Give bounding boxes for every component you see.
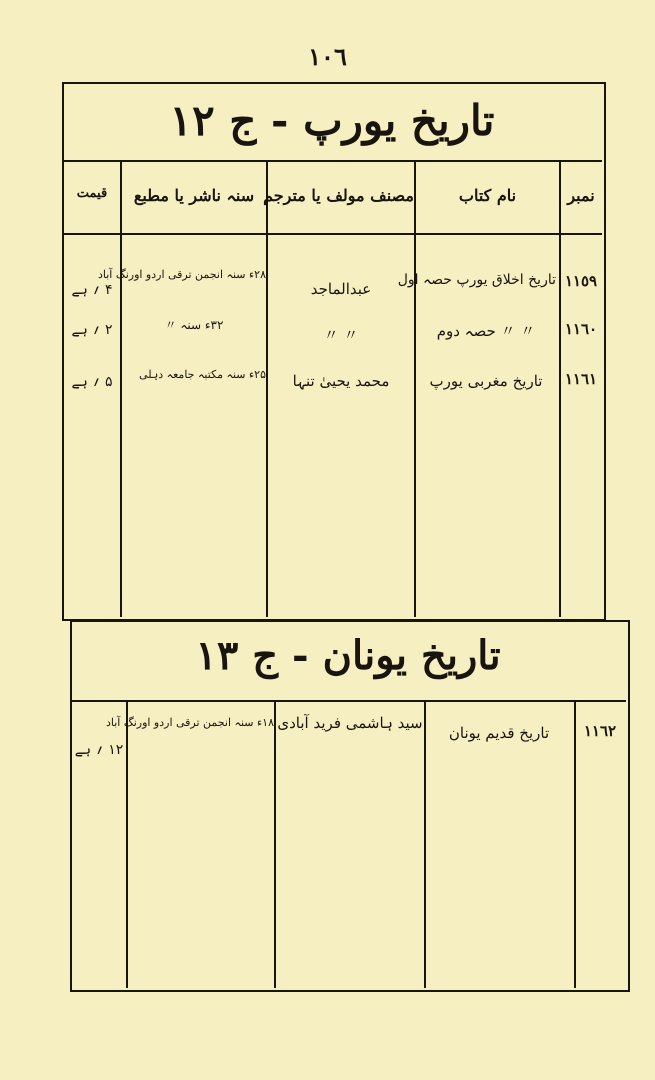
row-publisher: ۳۲ء سنہ 〃	[164, 318, 224, 332]
row-book: تاریخ قدیم یونان	[448, 724, 550, 742]
row-publisher: ۱۸ء سنہ انجمن ترقی اردو اورنگ آباد	[105, 716, 274, 729]
col-divider-author	[274, 700, 276, 988]
section1-title-divider	[62, 160, 602, 162]
row-publisher: ۲۸ء سنہ انجمن ترقی اردو اورنگ آباد	[97, 268, 266, 281]
row-book: تاریخ اخلاق یورپ حصہ اول	[397, 272, 556, 288]
header-publisher: سنہ ناشر یا مطبع	[133, 186, 255, 205]
section2-title: تاریخ یونان - ج ۱۳	[195, 632, 501, 679]
header-serial: نمبر	[567, 186, 595, 205]
row-price: ۴ ؍ ہے	[71, 282, 113, 298]
col-divider-publisher	[120, 160, 122, 617]
row-author: 〃 〃	[323, 326, 359, 344]
col-divider-publisher	[126, 700, 128, 988]
row-author: سید ہاشمی فرید آبادی	[277, 714, 423, 732]
row-price: ۵ ؍ ہے	[71, 374, 113, 390]
row-serial: ١١٦١	[564, 370, 598, 388]
row-book: 〃 〃 حصہ دوم	[436, 322, 536, 340]
section1-table	[62, 82, 606, 621]
row-book: تاریخ مغربی یورپ	[429, 372, 543, 390]
row-author: عبدالماجد	[310, 280, 372, 298]
row-price: ۲ ؍ ہے	[71, 322, 113, 338]
row-serial: ١١٦٠	[564, 320, 598, 338]
col-divider-serial	[574, 700, 576, 988]
section2-title-divider	[70, 700, 626, 702]
section1-header-divider	[62, 233, 602, 235]
header-author: مصنف مولف یا مترجم	[263, 186, 414, 205]
section1-title: تاریخ یورپ - ج ۱۲	[169, 96, 495, 145]
row-author: محمد یحییٰ تنہا	[292, 372, 390, 390]
row-price: ۱۲ ؍ ہے	[74, 742, 124, 758]
col-divider-book	[424, 700, 426, 988]
header-book-name: نام کتاب	[458, 186, 517, 205]
header-price: قیمت	[76, 186, 108, 201]
col-divider-serial	[559, 160, 561, 617]
page-number: ١٠٦	[308, 42, 347, 71]
row-publisher: ۲۵ء سنہ مکتبہ جامعہ دہلی	[139, 368, 266, 381]
row-serial: ١١٦٢	[583, 722, 617, 740]
row-serial: ١١٥٩	[564, 272, 598, 290]
